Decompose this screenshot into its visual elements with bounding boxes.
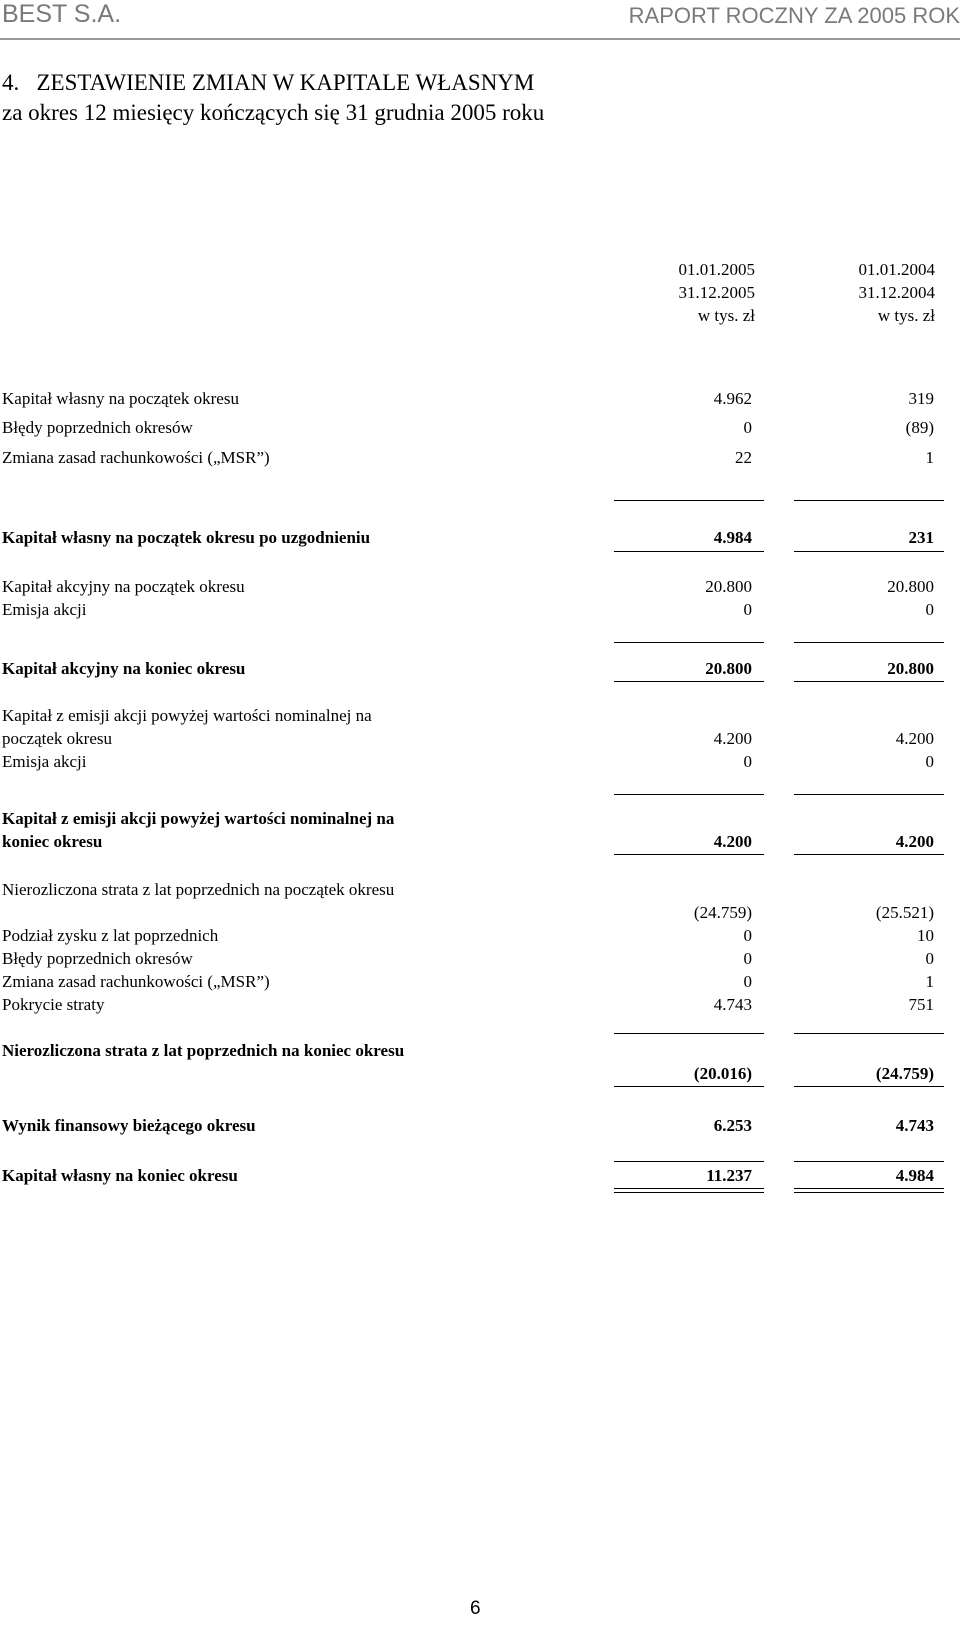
subtotal-rule: [614, 1033, 764, 1034]
row-label: Podział zysku z lat poprzednich: [2, 926, 219, 945]
value-2005: 4.743: [713, 995, 752, 1014]
value-2004: 1: [925, 972, 934, 991]
total-double-rule: [794, 1188, 944, 1189]
row-label: Kapitał własny na koniec okresu: [2, 1166, 238, 1185]
table-row-subtotal: [0, 807, 960, 853]
total-rule: [794, 1161, 944, 1162]
table-row-subtotal: [0, 1114, 960, 1137]
value-2004: (89): [905, 418, 934, 437]
value-2005: (20.016): [693, 1064, 752, 1083]
value-2004: 4.200: [895, 729, 934, 748]
table-row-subtotal: [0, 1039, 960, 1085]
table-row: [0, 750, 960, 773]
table-row: [0, 575, 960, 598]
table-row: [0, 947, 960, 970]
value-2005: 4.962: [713, 389, 752, 408]
value-2005: 0: [743, 600, 752, 619]
subtotal-rule: [794, 642, 944, 643]
row-label: Kapitał własny na początek okresu po uzgodnieniu: [2, 528, 371, 547]
value-2004: 20.800: [887, 577, 934, 596]
value-2005: 0: [743, 926, 752, 945]
subtotal-rule: [614, 642, 764, 643]
page-header: [0, 0, 960, 36]
total-double-rule: [794, 1192, 944, 1193]
value-2005: 0: [743, 972, 752, 991]
subtotal-rule: [794, 794, 944, 795]
value-2005: 4.200: [713, 832, 752, 851]
subtotal-rule: [794, 681, 944, 682]
row-label: Pokrycie straty: [2, 995, 105, 1014]
statement-title-line2: za okres 12 miesięcy kończących się 31 grudnia 2005 roku: [2, 100, 545, 125]
table-row: [0, 416, 960, 439]
value-2005: 22: [735, 448, 752, 467]
total-double-rule: [614, 1192, 764, 1193]
column-2004-to: 31.12.2004: [858, 283, 935, 302]
table-row: [0, 387, 960, 410]
row-label: Kapitał z emisji akcji powyżej wartości nominalnej na koniec okresu: [2, 809, 395, 851]
table-row-subtotal: [0, 657, 960, 680]
table-row: [0, 970, 960, 993]
subtotal-rule: [794, 854, 944, 855]
table-row-subtotal: [0, 526, 960, 549]
column-2004-from: 01.01.2004: [858, 260, 935, 279]
column-header-2005: [605, 258, 755, 327]
row-label: Błędy poprzednich okresów: [2, 418, 193, 437]
row-label: Zmiana zasad rachunkowości („MSR”): [2, 448, 270, 467]
subtotal-rule: [794, 500, 944, 501]
header-divider: [0, 38, 960, 40]
value-2005: 0: [743, 418, 752, 437]
row-label: Kapitał akcyjny na koniec okresu: [2, 659, 246, 678]
table-row: [0, 878, 960, 924]
value-2004: 0: [925, 949, 934, 968]
table-row-total: [0, 1164, 960, 1187]
value-2004: 319: [908, 389, 934, 408]
statement-title: [2, 68, 544, 128]
column-2005-unit: w tys. zł: [697, 306, 755, 325]
value-2004: (24.759): [875, 1064, 934, 1083]
total-rule: [614, 1161, 764, 1162]
value-2005: (24.759): [693, 903, 752, 922]
column-2005-to: 31.12.2005: [678, 283, 755, 302]
value-2004: 751: [908, 995, 934, 1014]
value-2004: 20.800: [887, 659, 934, 678]
value-2005: 0: [743, 752, 752, 771]
value-2004: 0: [925, 600, 934, 619]
report-title: RAPORT ROCZNY ZA 2005 ROK: [628, 3, 960, 28]
page-number: 6: [470, 1598, 481, 1619]
value-2005: 4.984: [713, 528, 752, 547]
row-label: Kapitał z emisji akcji powyżej wartości nominalnej na początek okresu: [2, 706, 372, 748]
total-double-rule: [614, 1188, 764, 1189]
column-2005-from: 01.01.2005: [678, 260, 755, 279]
value-2004: 4.200: [895, 832, 934, 851]
row-label: Błędy poprzednich okresów: [2, 949, 193, 968]
subtotal-rule: [614, 551, 764, 552]
subtotal-rule: [614, 854, 764, 855]
row-label: Emisja akcji: [2, 752, 87, 771]
value-2004: 10: [917, 926, 934, 945]
value-2005: 0: [743, 949, 752, 968]
row-label: Emisja akcji: [2, 600, 87, 619]
row-label: Zmiana zasad rachunkowości („MSR”): [2, 972, 270, 991]
column-2004-unit: w tys. zł: [877, 306, 935, 325]
statement-title-line1: 4. ZESTAWIENIE ZMIAN W KAPITALE WŁASNYM: [2, 70, 535, 95]
table-row: [0, 598, 960, 621]
subtotal-rule: [794, 1086, 944, 1087]
row-label: Kapitał akcyjny na początek okresu: [2, 577, 245, 596]
value-2005: 20.800: [705, 659, 752, 678]
value-2005: 20.800: [705, 577, 752, 596]
subtotal-rule: [794, 551, 944, 552]
subtotal-rule: [614, 794, 764, 795]
company-name: BEST S.A.: [2, 0, 122, 28]
value-2004: 1: [925, 448, 934, 467]
value-2004: 0: [925, 752, 934, 771]
row-label: Kapitał własny na początek okresu: [2, 389, 239, 408]
value-2004: 231: [908, 528, 934, 547]
table-row: [0, 446, 960, 469]
subtotal-rule: [614, 500, 764, 501]
subtotal-rule: [614, 681, 764, 682]
row-label: Wynik finansowy bieżącego okresu: [2, 1116, 256, 1135]
row-label: Nierozliczona strata z lat poprzednich na koniec okresu: [2, 1041, 405, 1060]
row-label: Nierozliczona strata z lat poprzednich na początek okresu: [2, 880, 395, 899]
table-row: [0, 993, 960, 1016]
value-2004: (25.521): [875, 903, 934, 922]
column-header-2004: [785, 258, 935, 327]
table-row: [0, 924, 960, 947]
subtotal-rule: [794, 1033, 944, 1034]
value-2005: 6.253: [713, 1116, 752, 1135]
table-row: [0, 704, 960, 750]
subtotal-rule: [614, 1086, 764, 1087]
value-2004: 4.743: [895, 1116, 934, 1135]
value-2005: 11.237: [706, 1166, 752, 1185]
value-2004: 4.984: [895, 1166, 934, 1185]
value-2005: 4.200: [713, 729, 752, 748]
